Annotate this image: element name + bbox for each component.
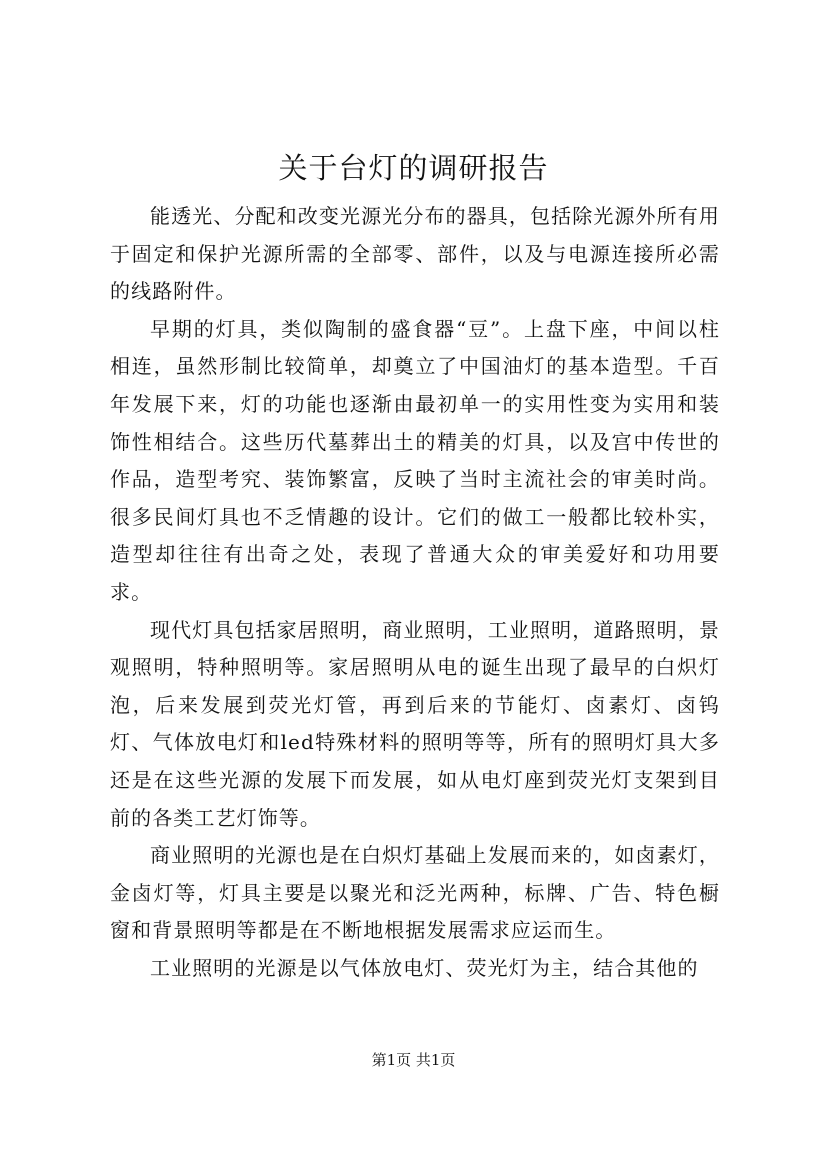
paragraph-history: 早期的灯具，类似陶制的盛食器“豆”。上盘下座，中间以柱相连，虽然形制比较简单，却奠立了中国油灯的基本造型。千百年发展下来，灯的功能也逐渐由最初单一的实用性变为实用和装饰性相结合。这些历代墓葬出土的精美的灯具，以及宫中传世的作品，造型考究、装饰繁富，反映了当时主流社会的审美时尚。很多民间灯具也不乏情趣的设计。它们的做工一般都比较朴实，造型却往往有出奇之处，表现了普通大众的审美爱好和功用要求。	[110, 316, 720, 604]
paragraph-definition: 能透光、分配和改变光源光分布的器具，包括除光源外所有用于固定和保护光源所需的全部零、部件，以及与电源连接所必需的线路附件。	[110, 204, 720, 304]
paragraph-industrial-lighting: 工业照明的光源是以气体放电灯、荧光灯为主，结合其他的	[150, 955, 699, 980]
page-footer: 第1页 共1页	[371, 1051, 456, 1069]
paragraph-commercial-lighting: 商业照明的光源也是在白炽灯基础上发展而来的，如卤素灯，金卤灯等，灯具主要是以聚光和泛光两种，标牌、广告、特色橱窗和背景照明等都是在不断地根据发展需求应运而生。	[110, 843, 720, 943]
document-title: 关于台灯的调研报告	[278, 151, 549, 185]
document-body	[110, 198, 720, 987]
paragraph-modern-lighting: 现代灯具包括家居照明，商业照明，工业照明，道路照明，景观照明，特种照明等。家居照明从电的诞生出现了最早的白炽灯泡，后来发展到荧光灯管，再到后来的节能灯、卤素灯、卤钨灯、气体放电灯和led特殊材料的照明等等，所有的照明灯具大多还是在这些光源的发展下而发展，如从电灯座到荧光灯支架到目前的各类工艺灯饰等。	[110, 617, 720, 830]
